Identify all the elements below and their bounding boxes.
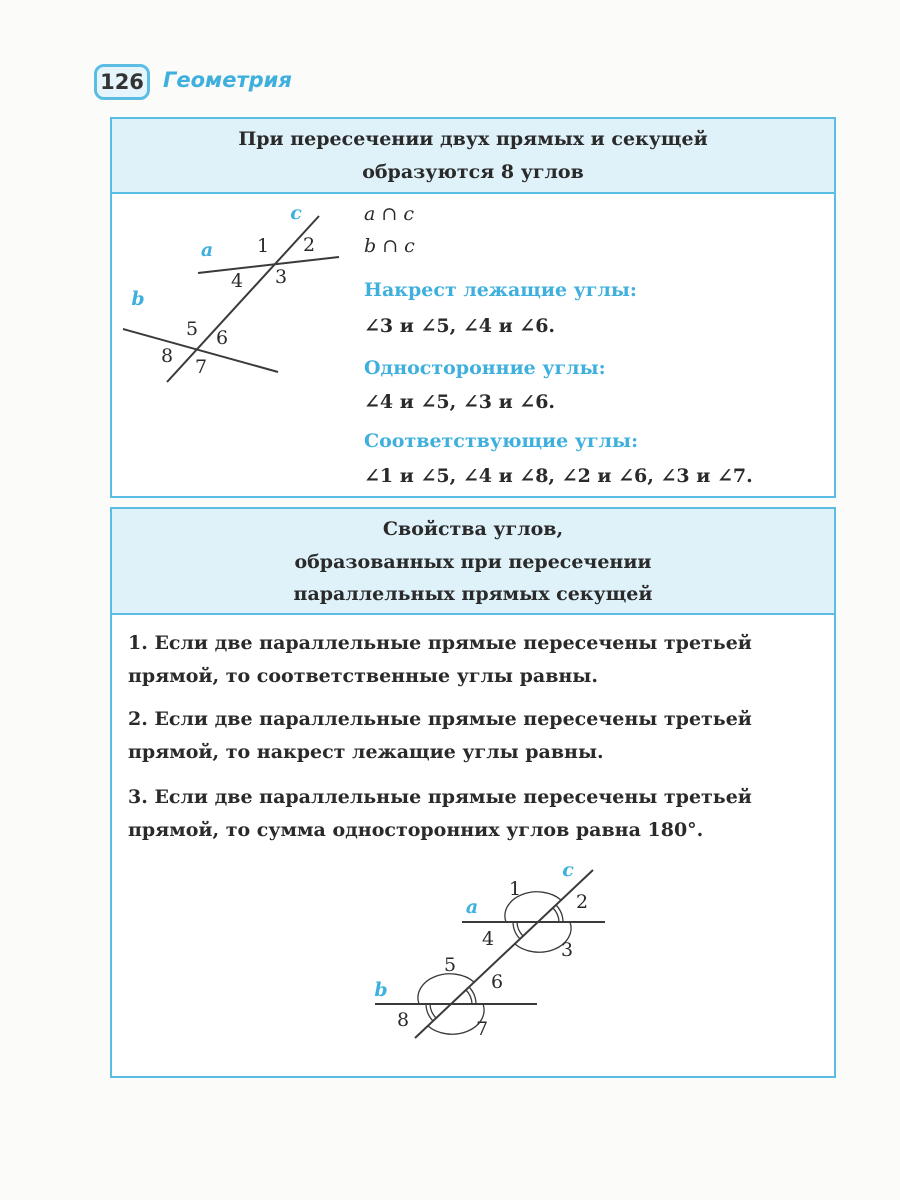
angle-8: 8 <box>160 345 174 367</box>
rule-line: 3. Если две параллельные прямые пересечены третьей <box>128 786 752 808</box>
rule-line: 1. Если две параллельные прямые пересечены третьей <box>128 632 752 654</box>
angle-2: 2 <box>302 234 316 256</box>
angle-4: 4 <box>481 928 495 950</box>
group-pairs: ∠1 и ∠5, ∠4 и ∠8, ∠2 и ∠6, ∠3 и ∠7. <box>364 465 753 487</box>
rule-line: прямой, то соответственные углы равны. <box>128 665 598 687</box>
label-c: c <box>562 859 574 881</box>
group-heading: Соответствующие углы: <box>364 430 639 452</box>
label-b: b <box>131 288 145 310</box>
title-line: образуются 8 углов <box>362 161 584 183</box>
group-pairs: ∠4 и ∠5, ∠3 и ∠6. <box>364 391 556 413</box>
angle-7: 7 <box>194 356 208 378</box>
rule-line: 2. Если две параллельные прямые пересечены третьей <box>128 708 752 730</box>
angle-5: 5 <box>185 318 199 340</box>
label-a: a <box>465 896 479 918</box>
group-heading: Накрест лежащие углы: <box>364 279 637 301</box>
label-b: b <box>374 979 388 1001</box>
section-title: Геометрия <box>163 68 292 92</box>
intersection-ac: a ∩ c <box>364 203 414 225</box>
angle-1: 1 <box>508 878 522 900</box>
angle-6: 6 <box>215 327 229 349</box>
title-line: образованных при пересечении <box>294 550 652 573</box>
angle-5: 5 <box>443 954 457 976</box>
group-pairs: ∠3 и ∠5, ∠4 и ∠6. <box>364 315 556 337</box>
title-line: Свойства углов, <box>382 518 564 540</box>
angle-8: 8 <box>396 1009 410 1031</box>
angle-4: 4 <box>230 270 244 292</box>
label-a: a <box>200 239 214 261</box>
title-line: При пересечении двух прямых и секущей <box>238 128 708 150</box>
rule-line: прямой, то сумма односторонних углов равна 180°. <box>128 819 704 841</box>
intersection-bc: b ∩ c <box>364 235 415 257</box>
angle-3: 3 <box>274 266 288 288</box>
angle-2: 2 <box>575 891 589 913</box>
angle-3: 3 <box>560 939 574 961</box>
rule-line: прямой, то накрест лежащие углы равны. <box>128 741 604 763</box>
angle-1: 1 <box>256 235 270 257</box>
line-c <box>167 216 319 382</box>
angle-6: 6 <box>490 971 504 993</box>
angle-7: 7 <box>475 1018 489 1040</box>
title-line: параллельных прямых секущей <box>293 583 653 605</box>
page-number-badge: 126 <box>94 64 150 100</box>
label-c: c <box>290 202 302 224</box>
group-heading: Односторонние углы: <box>364 357 606 379</box>
diagram1-labels <box>131 202 315 378</box>
diagram2-labels <box>374 859 588 1040</box>
